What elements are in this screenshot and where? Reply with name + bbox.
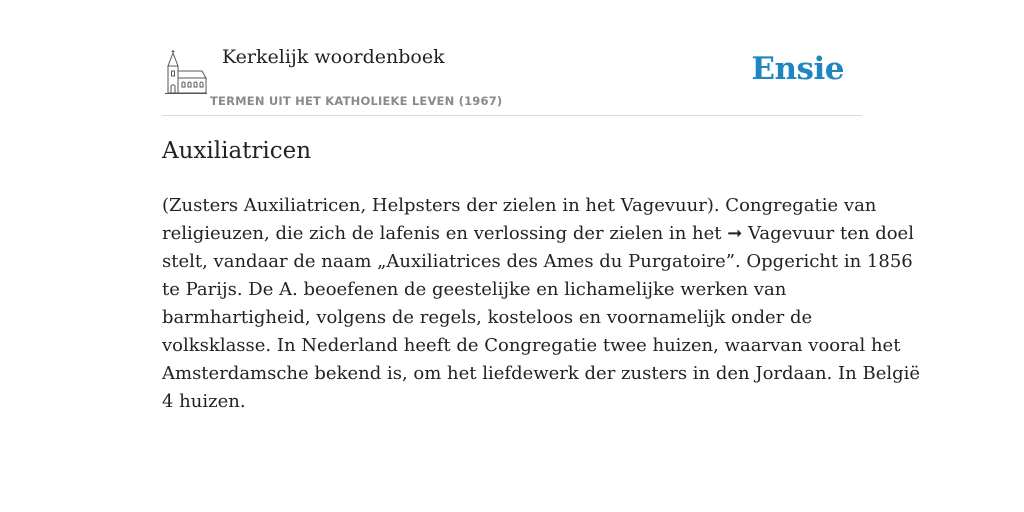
brand-logo[interactable]: Ensie <box>751 51 844 87</box>
entry-body-text: religieuzen, die zich de lafenis en verlossing der zielen in het <box>162 223 728 244</box>
entry-body-line: (Zusters Auxiliatricen, Helpsters der zielen in het Vagevuur). Congregatie van <box>162 195 877 216</box>
entry-title: Auxiliatricen <box>162 138 312 164</box>
entry-body-line: stelt, vandaar de naam „Auxiliatrices des Ames du Purgatoire”. Opgericht in 1856 <box>162 251 913 272</box>
entry-body-line: te Parijs. De A. beoefenen de geestelijke en lichamelijke werken van <box>162 279 787 300</box>
entry-body-text: ten doel <box>834 223 914 244</box>
entry-body-line <box>162 220 914 248</box>
cross-reference-link-vagevuur[interactable] <box>727 223 834 244</box>
entry-body-line: 4 huizen. <box>162 391 246 412</box>
entry-body-line: barmhartigheid, volgens de regels, kosteloos en voornamelijk onder de <box>162 307 813 328</box>
site-header <box>162 40 862 116</box>
arrow-right-icon: ➞ <box>727 223 743 244</box>
entry-body <box>162 192 921 416</box>
church-icon[interactable] <box>164 49 208 95</box>
site-subtitle: TERMEN UIT HET KATHOLIEKE LEVEN (1967) <box>210 94 503 108</box>
entry-body-line: Amsterdamsche bekend is, om het liefdewerk der zusters in den Jordaan. In België <box>162 363 921 384</box>
cross-reference-label: Vagevuur <box>748 223 835 244</box>
site-title[interactable]: Kerkelijk woordenboek <box>222 46 445 68</box>
entry-body-line: volksklasse. In Nederland heeft de Congregatie twee huizen, waarvan vooral het <box>162 335 901 356</box>
